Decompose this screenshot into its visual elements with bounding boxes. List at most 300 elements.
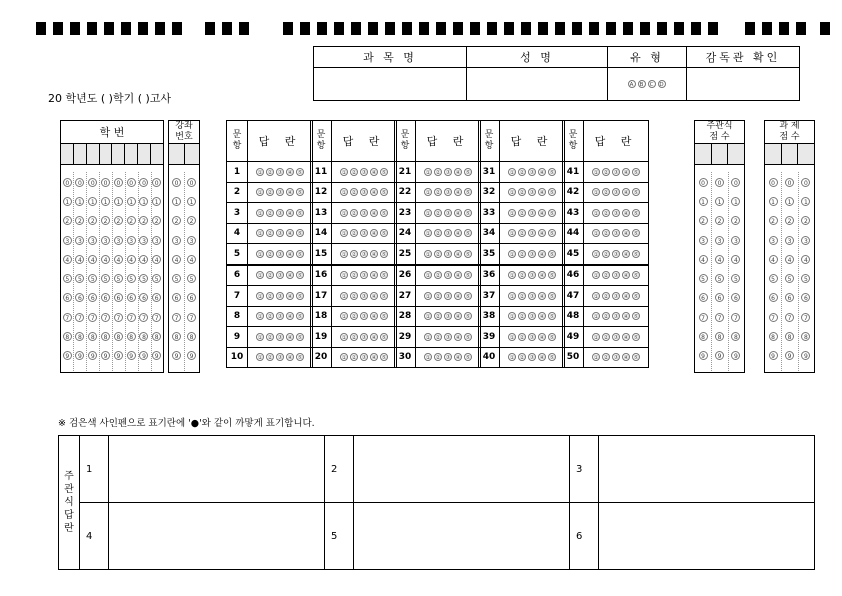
bubble-8[interactable]: 8	[699, 332, 708, 341]
student-number-bubble-cell[interactable]	[125, 192, 138, 211]
bubble-7[interactable]: 7	[63, 313, 72, 322]
bubble-4[interactable]: 4	[127, 255, 136, 264]
choice-bubble[interactable]: ⑤	[297, 231, 303, 238]
student-number-bubble-cell[interactable]	[61, 192, 74, 211]
student-number-bubble-cell[interactable]	[138, 231, 151, 250]
bubble-7[interactable]: 7	[731, 313, 740, 322]
bubble-9[interactable]: 9	[114, 351, 123, 360]
bubble-6[interactable]: 6	[75, 293, 84, 302]
student-number-write-cell[interactable]	[112, 144, 125, 165]
student-number-bubble-cell[interactable]	[61, 250, 74, 269]
name-field[interactable]	[467, 68, 608, 101]
lecture-number-bubble-cell[interactable]	[169, 269, 185, 288]
bubble-4[interactable]: 4	[63, 255, 72, 264]
choice-bubble[interactable]: ④	[455, 355, 461, 362]
bubble-1[interactable]: 1	[769, 197, 778, 206]
choice-bubble[interactable]: ⑤	[465, 251, 471, 258]
student-number-bubble-cell[interactable]	[125, 289, 138, 308]
score-block-1-bubble-cell[interactable]	[695, 231, 712, 250]
choice-bubble[interactable]: ⑤	[549, 293, 555, 300]
bubble-4[interactable]: 4	[152, 255, 161, 264]
bubble-9[interactable]: 9	[88, 351, 97, 360]
choice-bubble[interactable]: ①	[593, 210, 599, 217]
student-number-bubble-cell[interactable]	[74, 250, 87, 269]
choice-bubble[interactable]: ④	[287, 210, 293, 217]
choice-bubble[interactable]: ④	[539, 273, 545, 280]
bubble-2[interactable]: 2	[187, 216, 196, 225]
choice-bubble[interactable]: ②	[351, 273, 357, 280]
choice-bubble[interactable]: ⑤	[465, 169, 471, 176]
bubble-9[interactable]: 9	[715, 351, 724, 360]
choice-bubble[interactable]: ①	[425, 251, 431, 258]
bubble-6[interactable]: 6	[801, 293, 810, 302]
choice-bubble[interactable]: ⑤	[381, 251, 387, 258]
bubble-9[interactable]: 9	[801, 351, 810, 360]
bubble-5[interactable]: 5	[699, 274, 708, 283]
choice-bubble[interactable]: ④	[623, 293, 629, 300]
score-block-2-bubble-cell[interactable]	[765, 347, 782, 366]
bubble-5[interactable]: 5	[731, 274, 740, 283]
choice-bubble[interactable]: ⑤	[633, 231, 639, 238]
student-number-bubble-cell[interactable]	[99, 173, 112, 192]
bubble-8[interactable]: 8	[731, 332, 740, 341]
lecture-number-write-cell[interactable]	[169, 144, 185, 165]
student-number-bubble-cell[interactable]	[99, 250, 112, 269]
bubble-3[interactable]: 3	[75, 236, 84, 245]
choice-bubble[interactable]: ⑤	[297, 169, 303, 176]
bubble-7[interactable]: 7	[114, 313, 123, 322]
choice-bubble[interactable]: ②	[351, 251, 357, 258]
bubble-2[interactable]: 2	[114, 216, 123, 225]
choice-bubble[interactable]: ④	[371, 293, 377, 300]
choice-bubble[interactable]: ①	[257, 355, 263, 362]
bubble-3[interactable]: 3	[731, 236, 740, 245]
choice-bubble[interactable]: ④	[371, 190, 377, 197]
bubble-9[interactable]: 9	[187, 351, 196, 360]
choice-bubble[interactable]: ④	[455, 293, 461, 300]
score-block-1-bubble-cell[interactable]	[711, 231, 728, 250]
choice-bubble[interactable]: ⑤	[549, 355, 555, 362]
bubble-3[interactable]: 3	[785, 236, 794, 245]
score-block-2-bubble-cell[interactable]	[798, 347, 815, 366]
student-number-bubble-cell[interactable]	[74, 192, 87, 211]
score-block-1-bubble-cell[interactable]	[711, 289, 728, 308]
choice-bubble[interactable]: ②	[519, 190, 525, 197]
choice-bubble[interactable]: ④	[623, 231, 629, 238]
student-number-bubble-cell[interactable]	[112, 173, 125, 192]
answer-choices[interactable]	[416, 265, 481, 286]
lecture-number-bubble-cell[interactable]	[184, 250, 200, 269]
student-number-bubble-cell[interactable]	[112, 212, 125, 231]
lecture-number-bubble-cell[interactable]	[169, 327, 185, 346]
choice-bubble[interactable]: ④	[539, 334, 545, 341]
student-number-write-cell[interactable]	[125, 144, 138, 165]
bubble-1[interactable]: 1	[801, 197, 810, 206]
answer-choices[interactable]	[332, 306, 397, 327]
answer-choices[interactable]	[248, 347, 313, 368]
answer-choices[interactable]	[248, 286, 313, 307]
choice-bubble[interactable]: ②	[435, 190, 441, 197]
choice-bubble[interactable]: ⑤	[381, 334, 387, 341]
student-number-bubble-cell[interactable]	[86, 231, 99, 250]
answer-choices[interactable]	[584, 347, 649, 368]
answer-choices[interactable]	[248, 182, 313, 203]
bubble-2[interactable]: 2	[699, 216, 708, 225]
choice-bubble[interactable]: ④	[371, 355, 377, 362]
student-number-bubble-cell[interactable]	[74, 212, 87, 231]
choice-bubble[interactable]: ③	[529, 355, 535, 362]
choice-bubble[interactable]: ②	[435, 334, 441, 341]
student-number-bubble-cell[interactable]	[61, 231, 74, 250]
choice-bubble[interactable]: ②	[519, 231, 525, 238]
bubble-5[interactable]: 5	[172, 274, 181, 283]
bubble-1[interactable]: 1	[731, 197, 740, 206]
score-block-2-bubble-cell[interactable]	[781, 212, 798, 231]
bubble-0[interactable]: 0	[699, 178, 708, 187]
choice-bubble[interactable]: ②	[267, 273, 273, 280]
answer-choices[interactable]	[332, 244, 397, 265]
choice-bubble[interactable]: ⑤	[549, 334, 555, 341]
choice-bubble[interactable]: ①	[257, 231, 263, 238]
choice-bubble[interactable]: ③	[529, 334, 535, 341]
answer-choices[interactable]	[500, 265, 565, 286]
score-block-2-write-cell[interactable]	[798, 144, 815, 165]
choice-bubble[interactable]: ①	[425, 231, 431, 238]
student-number-bubble-cell[interactable]	[125, 231, 138, 250]
choice-bubble[interactable]: ②	[267, 210, 273, 217]
score-block-2-bubble-cell[interactable]	[798, 269, 815, 288]
student-number-bubble-cell[interactable]	[150, 212, 163, 231]
choice-bubble[interactable]: ①	[509, 293, 515, 300]
answer-choices[interactable]	[416, 286, 481, 307]
answer-choices[interactable]	[332, 286, 397, 307]
score-block-1-bubble-cell[interactable]	[728, 212, 745, 231]
score-block-2-bubble-cell[interactable]	[798, 250, 815, 269]
bubble-9[interactable]: 9	[172, 351, 181, 360]
choice-bubble[interactable]: ①	[257, 169, 263, 176]
score-block-2-bubble-cell[interactable]	[781, 173, 798, 192]
student-number-bubble-cell[interactable]	[125, 327, 138, 346]
choice-bubble[interactable]: ②	[603, 314, 609, 321]
choice-bubble[interactable]: ④	[455, 190, 461, 197]
bubble-2[interactable]: 2	[139, 216, 148, 225]
bubble-3[interactable]: 3	[769, 236, 778, 245]
bubble-6[interactable]: 6	[152, 293, 161, 302]
choice-bubble[interactable]: ①	[341, 355, 347, 362]
student-number-bubble-cell[interactable]	[150, 308, 163, 327]
choice-bubble[interactable]: ④	[539, 210, 545, 217]
choice-bubble[interactable]: ③	[277, 334, 283, 341]
choice-bubble[interactable]: ④	[371, 210, 377, 217]
bubble-3[interactable]: 3	[699, 236, 708, 245]
choice-bubble[interactable]: ①	[257, 334, 263, 341]
bubble-4[interactable]: 4	[172, 255, 181, 264]
bubble-1[interactable]: 1	[139, 197, 148, 206]
choice-bubble[interactable]: ⑤	[381, 293, 387, 300]
choice-bubble[interactable]: ④	[287, 231, 293, 238]
student-number-bubble-cell[interactable]	[112, 347, 125, 366]
answer-choices[interactable]	[332, 265, 397, 286]
choice-bubble[interactable]: ②	[267, 169, 273, 176]
bubble-2[interactable]: 2	[801, 216, 810, 225]
bubble-2[interactable]: 2	[88, 216, 97, 225]
choice-bubble[interactable]: ③	[529, 273, 535, 280]
bubble-3[interactable]: 3	[139, 236, 148, 245]
choice-bubble[interactable]: ④	[455, 251, 461, 258]
student-number-bubble-cell[interactable]	[99, 308, 112, 327]
answer-choices[interactable]	[584, 223, 649, 244]
score-block-2-bubble-cell[interactable]	[765, 327, 782, 346]
bubble-1[interactable]: 1	[63, 197, 72, 206]
student-number-bubble-cell[interactable]	[74, 269, 87, 288]
bubble-2[interactable]: 2	[785, 216, 794, 225]
student-number-bubble-cell[interactable]	[86, 308, 99, 327]
bubble-8[interactable]: 8	[769, 332, 778, 341]
bubble-7[interactable]: 7	[139, 313, 148, 322]
choice-bubble[interactable]: ②	[267, 190, 273, 197]
choice-bubble[interactable]: ②	[351, 190, 357, 197]
student-number-bubble-cell[interactable]	[86, 192, 99, 211]
choice-bubble[interactable]: ③	[529, 190, 535, 197]
choice-bubble[interactable]: ⑤	[465, 273, 471, 280]
bubble-9[interactable]: 9	[139, 351, 148, 360]
bubble-8[interactable]: 8	[88, 332, 97, 341]
student-number-bubble-cell[interactable]	[125, 173, 138, 192]
score-block-1-bubble-cell[interactable]	[728, 231, 745, 250]
answer-choices[interactable]	[500, 347, 565, 368]
student-number-bubble-cell[interactable]	[112, 231, 125, 250]
choice-bubble[interactable]: ④	[455, 273, 461, 280]
student-number-bubble-cell[interactable]	[61, 212, 74, 231]
lecture-number-bubble-cell[interactable]	[184, 347, 200, 366]
choice-bubble[interactable]: ④	[623, 210, 629, 217]
bubble-6[interactable]: 6	[127, 293, 136, 302]
bubble-4[interactable]: 4	[75, 255, 84, 264]
score-block-2-bubble-cell[interactable]	[765, 173, 782, 192]
bubble-2[interactable]: 2	[731, 216, 740, 225]
bubble-0[interactable]: 0	[152, 178, 161, 187]
subject-field[interactable]	[314, 68, 467, 101]
bubble-2[interactable]: 2	[127, 216, 136, 225]
bubble-6[interactable]: 6	[172, 293, 181, 302]
bubble-9[interactable]: 9	[127, 351, 136, 360]
student-number-bubble-cell[interactable]	[61, 173, 74, 192]
score-block-1-bubble-cell[interactable]	[728, 289, 745, 308]
choice-bubble[interactable]: ②	[435, 210, 441, 217]
student-number-bubble-cell[interactable]	[99, 327, 112, 346]
score-block-2-bubble-cell[interactable]	[798, 192, 815, 211]
score-block-1-bubble-cell[interactable]	[711, 173, 728, 192]
bubble-7[interactable]: 7	[801, 313, 810, 322]
bubble-6[interactable]: 6	[769, 293, 778, 302]
choice-bubble[interactable]: ①	[509, 190, 515, 197]
choice-bubble[interactable]: ⑤	[381, 190, 387, 197]
choice-bubble[interactable]: ①	[509, 355, 515, 362]
choice-bubble[interactable]: ⑤	[633, 314, 639, 321]
bubble-8[interactable]: 8	[75, 332, 84, 341]
bubble-3[interactable]: 3	[172, 236, 181, 245]
choice-bubble[interactable]: ②	[267, 334, 273, 341]
choice-bubble[interactable]: ④	[623, 251, 629, 258]
score-block-1-bubble-cell[interactable]	[695, 250, 712, 269]
student-number-bubble-cell[interactable]	[74, 308, 87, 327]
bubble-0[interactable]: 0	[801, 178, 810, 187]
bubble-1[interactable]: 1	[114, 197, 123, 206]
student-number-bubble-cell[interactable]	[86, 212, 99, 231]
bubble-6[interactable]: 6	[699, 293, 708, 302]
choice-bubble[interactable]: ③	[529, 169, 535, 176]
choice-bubble[interactable]: ②	[351, 293, 357, 300]
choice-bubble[interactable]: ③	[445, 231, 451, 238]
answer-choices[interactable]	[248, 306, 313, 327]
choice-bubble[interactable]: ②	[267, 355, 273, 362]
answer-choices[interactable]	[500, 203, 565, 224]
choice-bubble[interactable]: ④	[623, 355, 629, 362]
score-block-1-bubble-cell[interactable]	[711, 212, 728, 231]
choice-bubble[interactable]: ④	[371, 169, 377, 176]
student-number-bubble-cell[interactable]	[150, 250, 163, 269]
score-block-1-bubble-cell[interactable]	[728, 327, 745, 346]
choice-bubble[interactable]: ③	[277, 190, 283, 197]
choice-bubble[interactable]: ②	[351, 231, 357, 238]
choice-bubble[interactable]: ④	[371, 314, 377, 321]
score-block-1-bubble-cell[interactable]	[711, 192, 728, 211]
score-block-1-bubble-cell[interactable]	[728, 269, 745, 288]
score-block-2-bubble-cell[interactable]	[765, 269, 782, 288]
answer-choices[interactable]	[584, 244, 649, 265]
student-number-bubble-cell[interactable]	[99, 347, 112, 366]
choice-bubble[interactable]: ③	[277, 251, 283, 258]
lecture-number-bubble-cell[interactable]	[184, 269, 200, 288]
bubble-7[interactable]: 7	[785, 313, 794, 322]
lecture-number-bubble-cell[interactable]	[169, 308, 185, 327]
student-number-bubble-cell[interactable]	[138, 289, 151, 308]
choice-bubble[interactable]: ③	[445, 190, 451, 197]
score-block-1-bubble-cell[interactable]	[711, 327, 728, 346]
choice-bubble[interactable]: ②	[267, 251, 273, 258]
student-number-bubble-cell[interactable]	[150, 192, 163, 211]
choice-bubble[interactable]: ①	[593, 293, 599, 300]
choice-bubble[interactable]: ④	[455, 210, 461, 217]
student-number-bubble-cell[interactable]	[86, 269, 99, 288]
student-number-bubble-cell[interactable]	[61, 327, 74, 346]
choice-bubble[interactable]: ③	[529, 210, 535, 217]
choice-bubble[interactable]: ③	[277, 273, 283, 280]
choice-bubble[interactable]: ③	[445, 355, 451, 362]
bubble-2[interactable]: 2	[101, 216, 110, 225]
answer-choices[interactable]	[500, 223, 565, 244]
bubble-1[interactable]: 1	[88, 197, 97, 206]
choice-bubble[interactable]: ①	[593, 231, 599, 238]
lecture-number-bubble-cell[interactable]	[169, 212, 185, 231]
bubble-0[interactable]: 0	[769, 178, 778, 187]
choice-bubble[interactable]: ①	[257, 273, 263, 280]
bubble-8[interactable]: 8	[187, 332, 196, 341]
student-number-bubble-cell[interactable]	[61, 289, 74, 308]
answer-choices[interactable]	[500, 306, 565, 327]
bubble-9[interactable]: 9	[699, 351, 708, 360]
lecture-number-bubble-cell[interactable]	[184, 327, 200, 346]
bubble-4[interactable]: 4	[785, 255, 794, 264]
student-number-bubble-cell[interactable]	[150, 269, 163, 288]
choice-bubble[interactable]: ④	[623, 314, 629, 321]
choice-bubble[interactable]: ②	[519, 355, 525, 362]
student-number-bubble-cell[interactable]	[86, 173, 99, 192]
answer-choices[interactable]	[416, 182, 481, 203]
student-number-bubble-cell[interactable]	[74, 231, 87, 250]
choice-bubble[interactable]: ⑤	[297, 334, 303, 341]
choice-bubble[interactable]: ④	[623, 190, 629, 197]
student-number-bubble-cell[interactable]	[138, 327, 151, 346]
student-number-write-cell[interactable]	[86, 144, 99, 165]
choice-bubble[interactable]: ①	[341, 334, 347, 341]
choice-bubble[interactable]: ②	[519, 251, 525, 258]
bubble-2[interactable]: 2	[63, 216, 72, 225]
score-block-1-bubble-cell[interactable]	[695, 347, 712, 366]
score-block-1-bubble-cell[interactable]	[695, 192, 712, 211]
score-block-2-bubble-cell[interactable]	[765, 308, 782, 327]
answer-choices[interactable]	[248, 327, 313, 348]
choice-bubble[interactable]: ⑤	[549, 251, 555, 258]
choice-bubble[interactable]: ②	[267, 231, 273, 238]
bubble-8[interactable]: 8	[63, 332, 72, 341]
choice-bubble[interactable]: ②	[603, 210, 609, 217]
choice-bubble[interactable]: ⑤	[549, 190, 555, 197]
choice-bubble[interactable]: ③	[529, 231, 535, 238]
score-block-1-bubble-cell[interactable]	[728, 192, 745, 211]
answer-choices[interactable]	[332, 203, 397, 224]
bubble-5[interactable]: 5	[88, 274, 97, 283]
bubble-1[interactable]: 1	[715, 197, 724, 206]
choice-bubble[interactable]: ④	[287, 314, 293, 321]
choice-bubble[interactable]: ③	[613, 169, 619, 176]
choice-bubble[interactable]: ⑤	[381, 169, 387, 176]
bubble-0[interactable]: 0	[63, 178, 72, 187]
bubble-2[interactable]: 2	[172, 216, 181, 225]
choice-bubble[interactable]: ⑤	[297, 190, 303, 197]
bubble-6[interactable]: 6	[785, 293, 794, 302]
subjective-answer-field[interactable]	[354, 436, 570, 503]
type-bubble-a[interactable]: A	[629, 82, 635, 88]
bubble-0[interactable]: 0	[75, 178, 84, 187]
choice-bubble[interactable]: ③	[361, 334, 367, 341]
choice-bubble[interactable]: ③	[361, 314, 367, 321]
choice-bubble[interactable]: ⑤	[297, 273, 303, 280]
choice-bubble[interactable]: ②	[435, 273, 441, 280]
bubble-0[interactable]: 0	[715, 178, 724, 187]
choice-bubble[interactable]: ⑤	[297, 355, 303, 362]
choice-bubble[interactable]: ③	[445, 334, 451, 341]
bubble-4[interactable]: 4	[769, 255, 778, 264]
bubble-0[interactable]: 0	[127, 178, 136, 187]
bubble-0[interactable]: 0	[101, 178, 110, 187]
choice-bubble[interactable]: ④	[287, 273, 293, 280]
student-number-bubble-cell[interactable]	[86, 250, 99, 269]
choice-bubble[interactable]: ④	[539, 190, 545, 197]
student-number-bubble-cell[interactable]	[138, 192, 151, 211]
bubble-5[interactable]: 5	[63, 274, 72, 283]
bubble-3[interactable]: 3	[152, 236, 161, 245]
bubble-6[interactable]: 6	[114, 293, 123, 302]
answer-choices[interactable]	[584, 306, 649, 327]
choice-bubble[interactable]: ⑤	[549, 314, 555, 321]
choice-bubble[interactable]: ②	[519, 169, 525, 176]
answer-choices[interactable]	[416, 244, 481, 265]
lecture-number-bubble-cell[interactable]	[184, 212, 200, 231]
student-number-bubble-cell[interactable]	[112, 250, 125, 269]
bubble-8[interactable]: 8	[152, 332, 161, 341]
bubble-0[interactable]: 0	[88, 178, 97, 187]
